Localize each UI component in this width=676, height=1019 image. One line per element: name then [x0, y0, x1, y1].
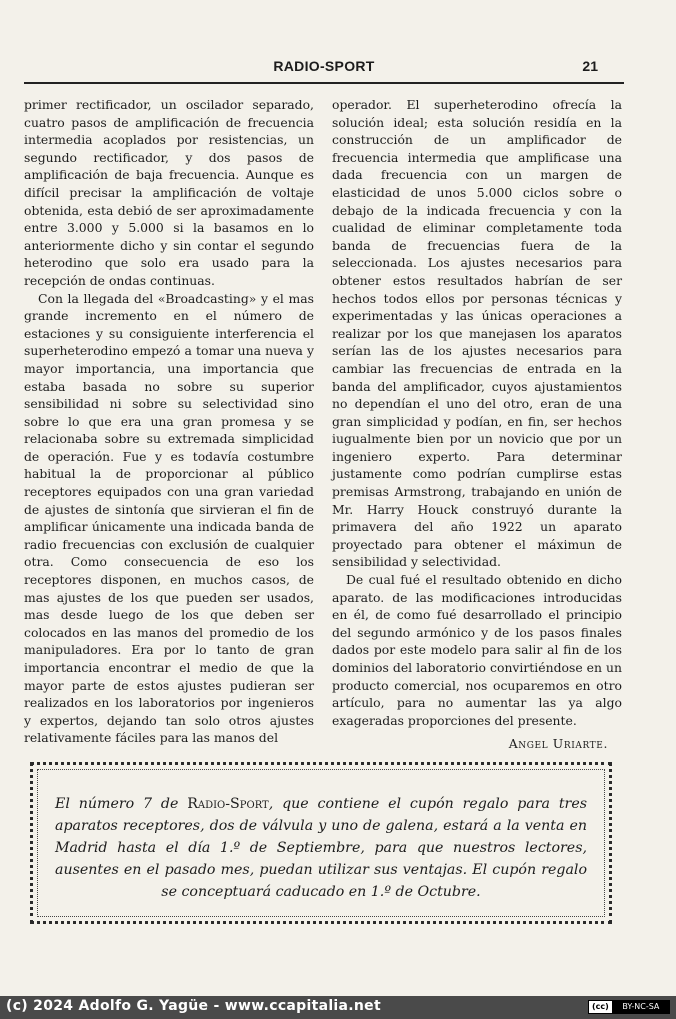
notice-brand: Radio-Sport [187, 796, 269, 812]
running-title: RADIO-SPORT [273, 58, 375, 74]
license-terms: BY-NC-SA [613, 1001, 669, 1013]
article-paragraph: primer rectificador, un oscilador separado, cuatro pasos de amplificación de frecuencia intermedia acoplados por resistencias, un segundo rectificador, y dos pasos de amplificación de baja frecuencia. Aunque es difícil precisar la amplificación de voltaje obtenida, esta debió de ser aproximadamente entre 3.000 y 5.000 si la basamos en lo anteriormente dicho y sin contar el segundo heterodino que solo era usado para la recepción de ondas continuas. [24, 97, 314, 288]
article-paragraph: operador. El superheterodino ofrecía la solución ideal; esta solución residía en la construcción de un amplificador de frecuencia intermedia que amplificase una dada frecuencia con un margen de elasticidad de unos 5.000 ciclos sobre o debajo de la indicada frecuencia y con la cualidad de eliminar completamente toda banda de frecuencias fuera de la seleccionada. Los ajustes necesarios para obtener estos resultados habrían de ser hechos todos ellos por personas técnicas y experimentadas y las únicas operaciones a realizar por los que manejasen los aparatos serían las de los ajustes necesarios para cambiar las frecuencias de entrada en la banda del amplificador, cuyos ajustamientos no dependían el uno del otro, eran de una gran simplicidad y podían, en fin, ser hechos iugualmente bien por un novicio que por un ingeniero experto. Para determinar justamente como podrían cumplirse estas premisas Armstrong, trabajando en unión de Mr. Harry Houck construyó durante la primavera del año 1922 un aparato proyectado para obtener el máximun de sensibilidad y selectividad. [332, 97, 622, 570]
copyright-text: (c) 2024 Adolfo G. Yagüe - www.ccapitalia.net [6, 998, 381, 1014]
cc-icon: (cc) [589, 1001, 613, 1013]
author-signature: Angel Uriarte. [508, 736, 608, 752]
article-left-column [24, 96, 314, 747]
cc-license-badge[interactable] [588, 1000, 670, 1014]
coupon-notice-box [30, 762, 612, 924]
notice-text-before: El número 7 de [55, 796, 188, 812]
article-paragraph: Con la llegada del «Broadcasting» y el mas grande incremento en el número de estaciones y su consiguiente interferencia el superheterodino empezó a tomar una nueva y mayor importancia, una importancia que estaba basada no sobre su superior sensibilidad ni sobre su selectividad sino sobre lo que era una gran promesa y se relacionaba sobre su extremada simplicidad de operación. Fue y es todavía costumbre habitual la de proporcionar al público receptores equipados con una gran variedad de ajustes de sintonía que sirvieran el fin de amplificar únicamente una indicada banda de radio frecuencias con exclusión de cualquier otra. Como consecuencia de eso los receptores disponen, en muchos casos, de mas ajustes de los que pueden ser usados, mas desde luego de los que deben ser colocados en las manos del promedio de los manipuladores. Era por lo tanto de gran importancia encontrar el medio de que la mayor parte de estos ajustes pudieran ser realizados en los laboratorios por ingenieros y expertos, dejando tan solo otros ajustes relativamente fáciles para las manos del [24, 290, 314, 746]
page-number: 21 [582, 58, 598, 74]
notice-text-after: , que contiene el cupón regalo para tres aparatos receptores, dos de válvula y uno de galena, estará a la venta en Madrid hasta el día 1.º de Septiembre, para que nuestros lectores, ausentes en el pasado mes, puedan utilizar sus ventajas. El cupón regalo se conceptuará caducado en 1.º de Octubre. [55, 796, 587, 900]
coupon-notice-text [55, 793, 587, 903]
article-paragraph: De cual fué el resultado obtenido en dicho aparato. de las modificaciones introducidas en él, de como fué desarrollado el principio del segundo armónico y de los pasos finales dados por este modelo para salir al fin de los dominios del laboratorio convirtiéndose en un producto comercial, nos ocuparemos en otro artículo, para no aumentar las ya algo exageradas proporciones del presente. [332, 572, 622, 728]
article-right-column [332, 96, 622, 753]
watermark-footer [0, 996, 676, 1019]
page-header [24, 56, 624, 84]
